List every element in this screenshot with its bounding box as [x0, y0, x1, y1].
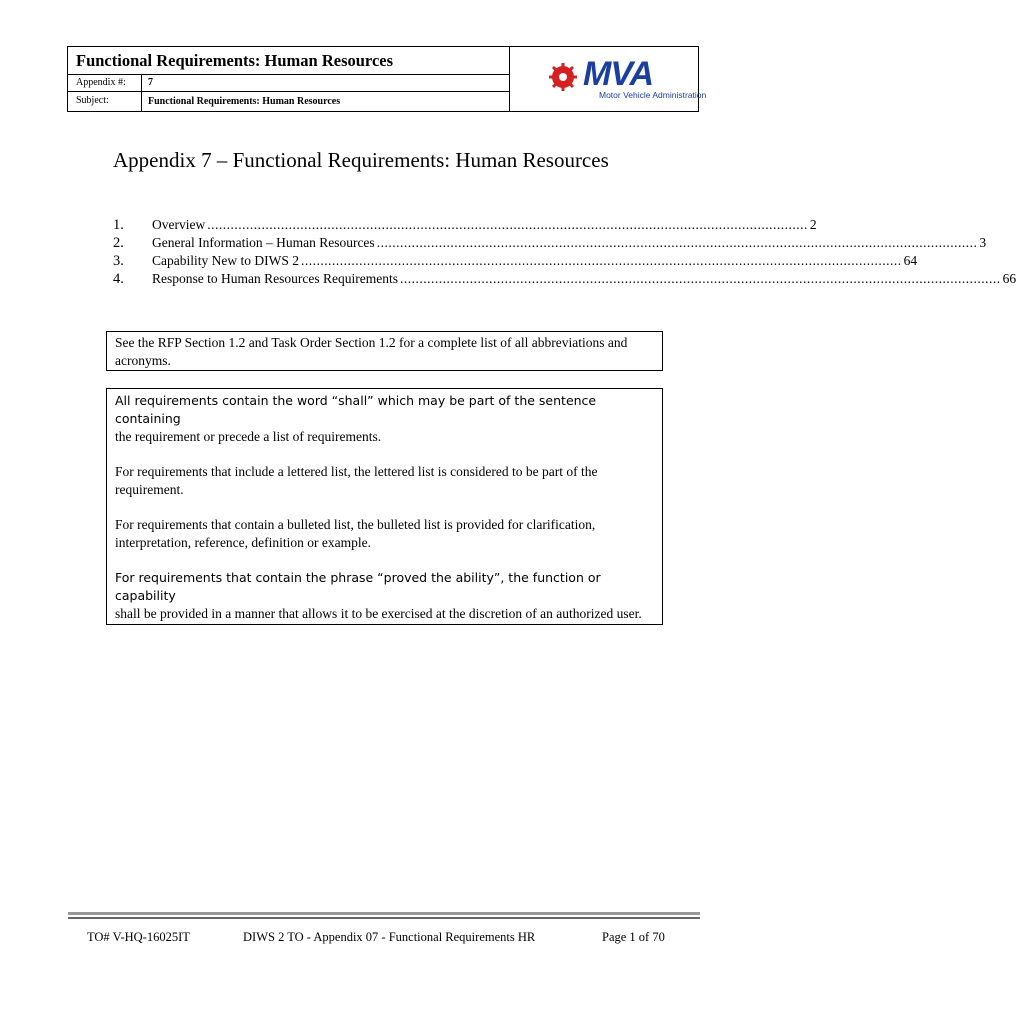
toc-number: 3.	[113, 253, 124, 269]
toc-leader: ...........................................................................................................................................................	[376, 235, 978, 250]
table-of-contents	[113, 216, 1016, 288]
toc-label: Capability New to DIWS 2	[152, 253, 299, 268]
footer-divider	[68, 912, 700, 915]
subject-label: Subject:	[76, 95, 109, 106]
header-title: Functional Requirements: Human Resources	[76, 51, 394, 70]
toc-leader: ...........................................................................................................................................................	[207, 217, 808, 232]
toc-label: General Information – Human Resources	[152, 235, 375, 250]
wheel-icon	[543, 61, 583, 101]
toc-leader: ...........................................................................................................................................................	[399, 271, 1001, 286]
requirements-notes	[106, 388, 663, 625]
toc-item[interactable]	[113, 234, 987, 252]
footer-page-number: Page 1 of 70	[602, 930, 665, 944]
footer-divider	[68, 917, 700, 919]
mva-logo	[543, 55, 743, 105]
document-header	[67, 46, 707, 112]
toc-item[interactable]	[113, 216, 817, 234]
appendix-label: Appendix #:	[76, 77, 126, 88]
logo-subtext: Motor Vehicle Administration	[599, 90, 707, 100]
toc-page: 3	[979, 235, 987, 250]
toc-page: 64	[903, 253, 918, 268]
requirements-paragraph: For requirements that contain a bulleted list, the bulleted list is provided for clarification, interpretation, reference, definition or example.	[115, 517, 596, 550]
requirements-paragraph: For requirements that include a lettered list, the lettered list is considered to be part of the requirement.	[115, 464, 598, 497]
appendix-value: 7	[148, 77, 153, 88]
requirements-paragraph: All requirements contain the word “shall” which may be part of the sentence containing the requirement or precede a list of requirements.	[115, 393, 597, 444]
toc-number: 2.	[113, 235, 124, 251]
page-title: Appendix 7 – Functional Requirements: Human Resources	[113, 148, 609, 172]
footer-to-number: TO# V-HQ-16025IT	[87, 930, 190, 944]
footer-document-name: DIWS 2 TO - Appendix 07 - Functional Requirements HR	[243, 930, 536, 944]
subject-value: Functional Requirements: Human Resources	[148, 96, 341, 107]
header-divider	[141, 74, 142, 112]
toc-label: Response to Human Resources Requirements	[152, 271, 398, 286]
toc-number: 4.	[113, 271, 124, 287]
header-divider	[509, 47, 510, 111]
requirements-paragraph: For requirements that contain the phrase “proved the ability”, the function or capability shall be provided in a manner that allows it to be exercised at the discretion of an authorized user.	[115, 570, 642, 621]
toc-page: 66	[1002, 271, 1016, 286]
toc-item[interactable]	[113, 252, 918, 270]
abbreviations-note: See the RFP Section 1.2 and Task Order Section 1.2 for a complete list of all abbreviations and acronyms.	[106, 331, 663, 371]
toc-number: 1.	[113, 217, 124, 233]
toc-label: Overview	[152, 217, 206, 232]
header-divider	[68, 91, 510, 92]
header-divider	[68, 74, 510, 75]
toc-page: 2	[809, 217, 817, 232]
toc-item[interactable]	[113, 270, 1016, 288]
logo-wordmark: MVA	[583, 55, 654, 93]
toc-leader: ...........................................................................................................................................................	[300, 253, 902, 268]
